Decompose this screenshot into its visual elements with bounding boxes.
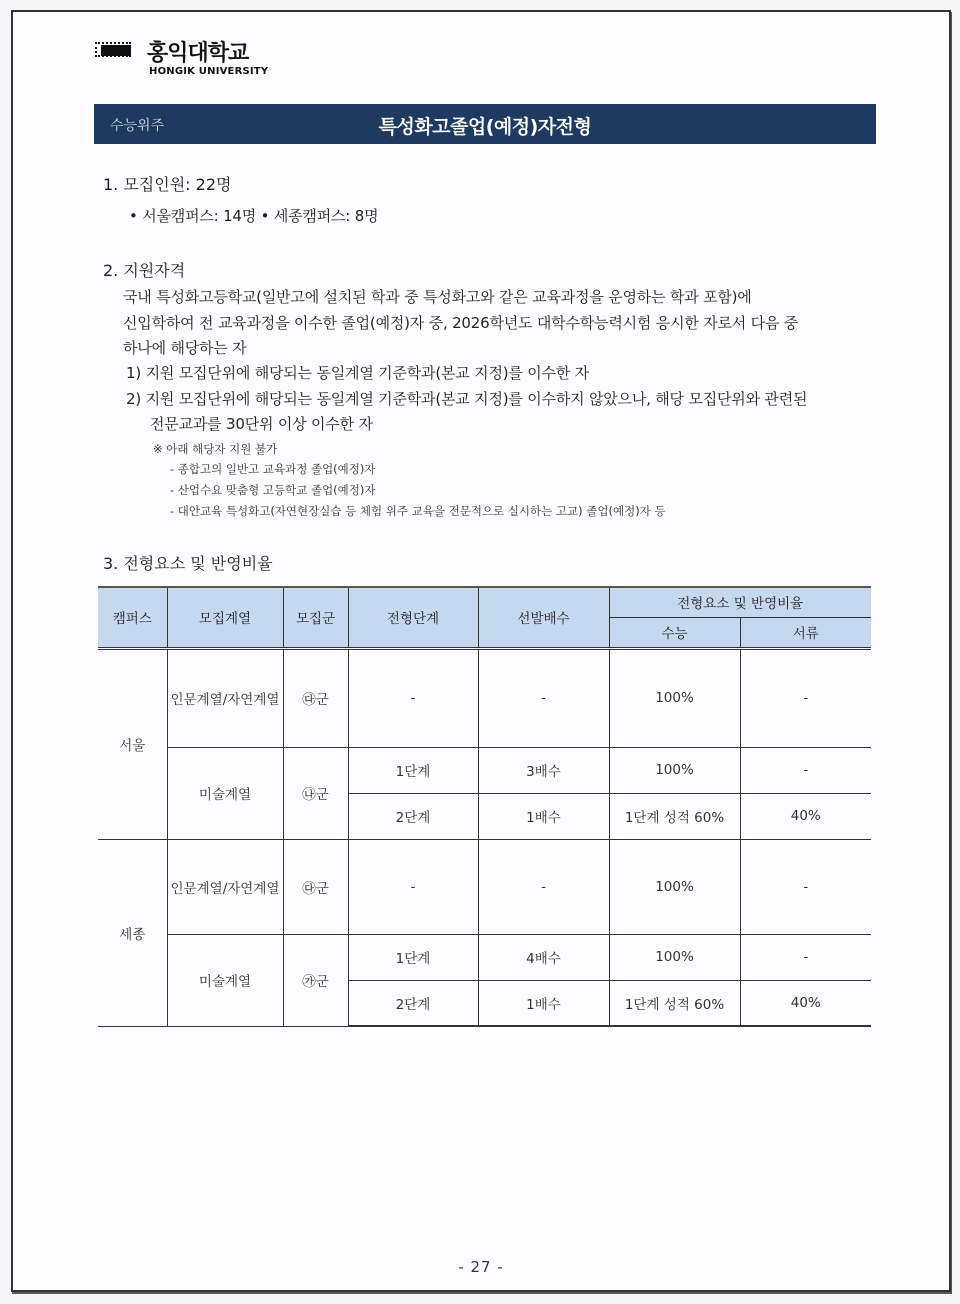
cell-group: ㉮군 <box>283 934 348 1026</box>
section1-heading: 1. 모집인원: 22명 <box>103 175 232 194</box>
cell-docs: 40% <box>740 980 871 1026</box>
note-title: ※ 아래 해당자 지원 불가 <box>153 442 278 456</box>
cell-stage: 2단계 <box>348 793 478 839</box>
cell-suneung: 100% <box>609 839 740 934</box>
cell-suneung: 1단계 성적 60% <box>609 793 740 839</box>
cell-stage: 1단계 <box>348 934 478 980</box>
cell-stage: - <box>348 839 478 934</box>
cell-multiple: 4배수 <box>478 934 609 980</box>
cell-docs: - <box>740 934 871 980</box>
cell-multiple: - <box>478 839 609 934</box>
logo-korean-text: 홍익대학교 <box>147 41 249 66</box>
cell-field: 미술계열 <box>167 934 283 1026</box>
logo-english-text: HONGIK UNIVERSITY <box>149 66 269 77</box>
campus-quota: • 서울캠퍼스: 14명 • 세종캠퍼스: 8명 <box>129 207 379 225</box>
header-campus: 캠퍼스 <box>98 587 167 648</box>
cell-suneung: 1단계 성적 60% <box>609 980 740 1026</box>
cell-field: 인문계열/자연계열 <box>167 648 283 747</box>
cell-multiple: 1배수 <box>478 793 609 839</box>
cell-suneung: 100% <box>609 648 740 747</box>
cell-docs: - <box>740 839 871 934</box>
header-stage: 전형단계 <box>348 587 478 648</box>
table-row <box>98 747 871 793</box>
banner-category: 수능위주 <box>110 118 165 134</box>
note-item: - 대안교육 특성화고(자연현장실습 등 체험 위주 교육을 전문적으로 실시하는 고교) 졸업(예정)자 등 <box>170 504 666 518</box>
table-row <box>98 934 871 980</box>
table-row <box>98 839 871 934</box>
cell-stage: - <box>348 648 478 747</box>
page-title: 특성화고졸업(예정)자전형 <box>378 116 592 138</box>
cell-multiple: - <box>478 648 609 747</box>
cell-campus: 서울 <box>98 648 167 839</box>
eligibility-para-line: 국내 특성화고등학교(일반고에 설치된 학과 중 특성화고와 같은 교육과정을 운영하는 학과 포함)에 <box>123 288 752 306</box>
table-row <box>98 648 871 747</box>
section3-heading: 3. 전형요소 및 반영비율 <box>103 554 273 573</box>
cell-multiple: 1배수 <box>478 980 609 1026</box>
cell-stage: 1단계 <box>348 747 478 793</box>
header-ratio: 전형요소 및 반영비율 <box>609 587 871 617</box>
cell-stage: 2단계 <box>348 980 478 1026</box>
header-suneung: 수능 <box>609 617 740 648</box>
eligibility-item: 1) 지원 모집단위에 해당되는 동일계열 기준학과(본교 지정)를 이수한 자 <box>126 364 589 382</box>
eligibility-para-line: 신입학하여 전 교육과정을 이수한 졸업(예정)자 중, 2026학년도 대학수학능력시험 응시한 자로서 다음 중 <box>123 314 799 332</box>
cell-docs: 40% <box>740 793 871 839</box>
cell-campus: 세종 <box>98 839 167 1026</box>
eligibility-para-line: 하나에 해당하는 자 <box>123 339 247 357</box>
header-docs: 서류 <box>740 617 871 648</box>
cell-suneung: 100% <box>609 934 740 980</box>
logo-mark-icon <box>95 42 137 58</box>
eligibility-item-cont: 전문교과를 30단위 이상 이수한 자 <box>150 415 373 433</box>
cell-group: ㉰군 <box>283 839 348 934</box>
cell-field: 미술계열 <box>167 747 283 839</box>
cell-field: 인문계열/자연계열 <box>167 839 283 934</box>
document-page <box>11 10 951 1292</box>
cell-docs: - <box>740 747 871 793</box>
note-item: - 종합고의 일반고 교육과정 졸업(예정)자 <box>170 462 376 476</box>
cell-group: ㉯군 <box>283 747 348 839</box>
cell-multiple: 3배수 <box>478 747 609 793</box>
section2-heading: 2. 지원자격 <box>103 261 186 280</box>
selection-ratio-table <box>98 586 871 1027</box>
note-item: - 산업수요 맞춤형 고등학교 졸업(예정)자 <box>170 483 376 497</box>
page-number: - 27 - <box>458 1258 504 1276</box>
cell-suneung: 100% <box>609 747 740 793</box>
cell-group: ㉰군 <box>283 648 348 747</box>
cell-docs: - <box>740 648 871 747</box>
header-field: 모집계열 <box>167 587 283 648</box>
title-banner <box>94 104 876 144</box>
header-multiple: 선발배수 <box>478 587 609 648</box>
header-group: 모집군 <box>283 587 348 648</box>
eligibility-item: 2) 지원 모집단위에 해당되는 동일계열 기준학과(본교 지정)를 이수하지 않았으나, 해당 모집단위와 관련된 <box>126 390 808 408</box>
